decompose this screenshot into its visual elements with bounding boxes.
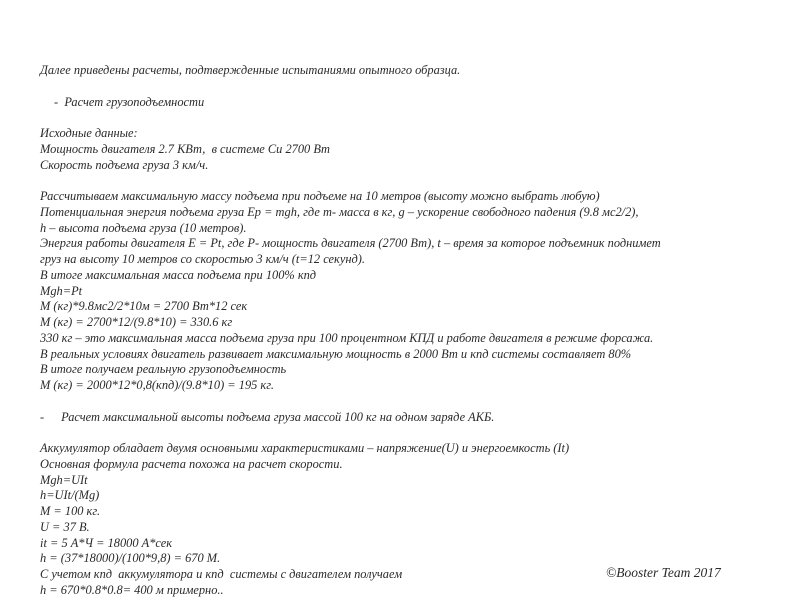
calc-line: В итоге максимальная масса подъема при 100% кпд bbox=[40, 267, 317, 282]
calc-line: В итоге получаем реальную грузоподъемность bbox=[40, 362, 287, 377]
calc-line: Потенциальная энергия подъема груза Ep = mgh, где m- масса в кг, g – ускорение свободного падения (9.8 мс2/2), bbox=[40, 204, 639, 219]
section2-line: С учетом кпд аккумулятора и кпд системы с двигателем получаем bbox=[40, 567, 403, 581]
given-line: Мощность двигателя 2.7 КВт, в системе Си 2700 Вт bbox=[40, 141, 330, 156]
calc-line: Рассчитываем максимальную массу подъема при подъеме на 10 метров (высоту можно выбрать любую) bbox=[40, 189, 600, 203]
calc-line: M (кг) = 2700*12/(9.8*10) = 330.6 кг bbox=[40, 315, 233, 329]
calc-line: Энергия работы двигателя E = Pt, где P- мощность двигателя (2700 Вт), t – время за которое подъемник поднимет bbox=[40, 236, 661, 251]
spacer bbox=[40, 394, 792, 410]
calc-line: M (кг) = 2000*12*0,8(кпд)/(9.8*10) = 195 кг. bbox=[40, 378, 274, 392]
section2-dash: - bbox=[40, 409, 45, 424]
document-body bbox=[40, 63, 792, 599]
intro-paragraph: Далее приведены расчеты, подтвержденные испытаниями опытного образца. bbox=[40, 63, 461, 77]
calc-line: Mgh=Pt bbox=[40, 283, 83, 298]
section2-line: Аккумулятор обладает двумя основными характеристиками – напряжение(U) и энергоемкость (It) bbox=[40, 441, 570, 455]
given-header: Исходные данные: bbox=[40, 126, 138, 140]
section2-line: h = 670*0.8*0.8= 400 м примерно.. bbox=[40, 582, 224, 597]
given-line: Скорость подъема груза 3 км/ч. bbox=[40, 157, 209, 172]
section2-line: U = 37 В. bbox=[40, 519, 90, 534]
section2-line: h = (37*18000)/(100*9,8) = 670 М. bbox=[40, 551, 221, 566]
section2-title: Расчет максимальной высоты подъема груза массой 100 кг на одном заряде АКБ. bbox=[61, 409, 495, 424]
section2-line: it = 5 А*Ч = 18000 А*сек bbox=[40, 535, 173, 550]
calc-line: 330 кг – это максимальная масса подъема груза при 100 процентном КПД и работе двигателя в режиме форсажа. bbox=[40, 330, 654, 345]
section1-title: - Расчет грузоподъемности bbox=[54, 94, 205, 109]
section2-line: Mgh=UIt bbox=[40, 472, 88, 487]
calc-line: M (кг)*9.8мс2/2*10м = 2700 Вт*12 сек bbox=[40, 299, 248, 314]
copyright-notice: ©Booster Team 2017 bbox=[606, 565, 721, 580]
calc-line: груз на высоту 10 метров со скоростью 3 км/ч (t=12 секунд). bbox=[40, 252, 365, 266]
spacer bbox=[40, 79, 792, 95]
calc-line: В реальных условиях двигатель развивает максимальную мощность в 2000 Вт и кпд системы составляет 80% bbox=[40, 346, 632, 361]
calc-line: h – высота подъема груза (10 метров). bbox=[40, 220, 247, 235]
section2-line: M = 100 кг. bbox=[40, 504, 101, 518]
spacer bbox=[40, 425, 792, 441]
spacer bbox=[40, 173, 792, 189]
section2-line: Основная формула расчета похожа на расчет скорости. bbox=[40, 456, 343, 471]
section2-title-row bbox=[40, 410, 792, 426]
section2-line: h=UIt/(Mg) bbox=[40, 488, 100, 503]
spacer bbox=[40, 110, 792, 126]
